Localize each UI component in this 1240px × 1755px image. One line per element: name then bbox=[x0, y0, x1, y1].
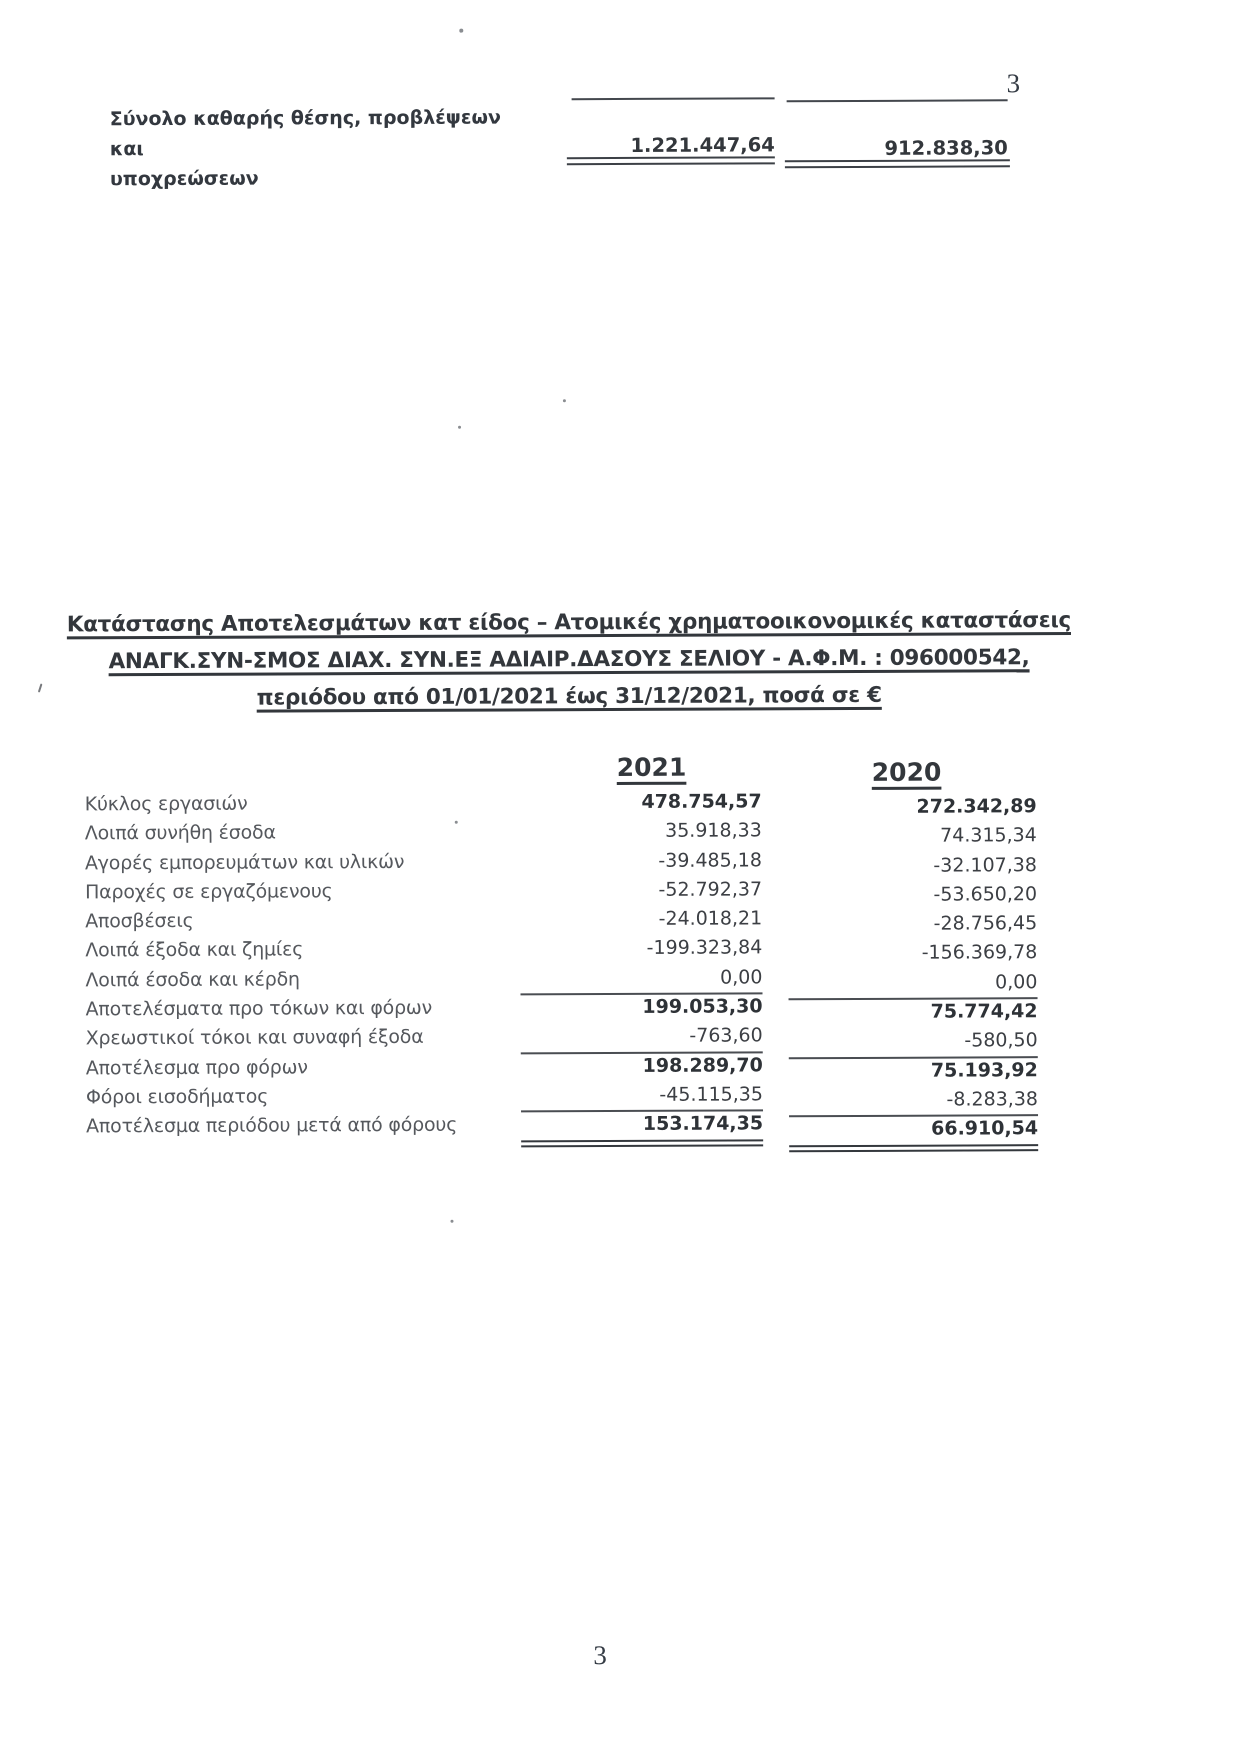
row-label: Λοιπά έξοδα και ζημίες bbox=[85, 938, 304, 962]
row-value-2020: -8.283,38 bbox=[789, 1085, 1038, 1117]
row-value-2021: 153.174,35 bbox=[521, 1110, 763, 1147]
table-row bbox=[85, 786, 1037, 819]
scan-speck bbox=[458, 426, 461, 429]
rule-above-total-2021 bbox=[572, 97, 775, 100]
row-value-2021: -763,60 bbox=[521, 1022, 763, 1054]
total-value-2020: 912.838,30 bbox=[884, 136, 1008, 160]
row-value-2020: -53.650,20 bbox=[933, 883, 1038, 906]
row-value-2020: -580,50 bbox=[789, 1027, 1038, 1059]
row-label: Παροχές σε εργαζόμενους bbox=[85, 880, 333, 904]
row-value-2021: -39.485,18 bbox=[658, 848, 762, 872]
totals-label bbox=[110, 102, 530, 194]
row-label: Αποτελέσματα προ τόκων και φόρων bbox=[85, 996, 433, 1021]
rule-above-total-2020 bbox=[787, 99, 1008, 102]
statement-title-line3: περιόδου από 01/01/2021 έως 31/12/2021, ποσά σε € bbox=[256, 682, 882, 711]
row-value-2021: -24.018,21 bbox=[658, 907, 763, 931]
statement-title-line2: ΑΝΑΓΚ.ΣΥΝ-ΣΜΟΣ ΔΙΑΧ. ΣΥΝ.ΕΞ ΑΔΙΑΙΡ.ΔΑΣΟΥΣ ΣΕΛΙΟΥ - Α.Φ.Μ. : 096000542, bbox=[108, 645, 1030, 675]
statement-title-block bbox=[59, 608, 1079, 723]
row-value-2021: 199.053,30 bbox=[642, 995, 763, 1018]
scan-speck bbox=[450, 1220, 453, 1223]
scan-speck bbox=[563, 399, 566, 402]
column-header-2020: 2020 bbox=[871, 757, 942, 787]
row-label: Αποτέλεσμα προ φόρων bbox=[85, 1056, 308, 1080]
row-label: Χρεωστικοί τόκοι και συναφή έξοδα bbox=[85, 1026, 424, 1050]
row-value-2020: 75.774,42 bbox=[930, 1000, 1038, 1023]
income-statement-table bbox=[85, 786, 1039, 1142]
totals-label-line2: υποχρεώσεων bbox=[109, 167, 259, 191]
statement-title-line1: Κατάστασης Αποτελεσμάτων κατ είδος – Ατομικές χρηματοοικονομικές καταστάσεις bbox=[66, 608, 1072, 638]
row-label: Κύκλος εργασιών bbox=[84, 792, 248, 816]
row-value-2020: 272.342,89 bbox=[916, 795, 1037, 818]
row-value-2020: 75.193,92 bbox=[930, 1058, 1038, 1082]
row-value-2021: 35.918,33 bbox=[665, 819, 762, 843]
row-label: Λοιπά έσοδα και κέρδη bbox=[85, 968, 300, 992]
row-value-2020: 66.910,54 bbox=[789, 1114, 1038, 1151]
row-label: Φόροι εισοδήματος bbox=[85, 1085, 269, 1109]
row-value-2021: -45.115,35 bbox=[521, 1080, 763, 1112]
row-value-2021: 478.754,57 bbox=[641, 790, 762, 813]
row-value-2020: 0,00 bbox=[788, 968, 1037, 1000]
row-value-2021: 198.289,70 bbox=[642, 1054, 763, 1077]
row-value-2020: -32.107,38 bbox=[933, 853, 1037, 877]
row-label: Αγορές εμπορευμάτων και υλικών bbox=[84, 850, 405, 874]
page-number-bottom: 3 bbox=[593, 1640, 607, 1671]
row-value-2021: 0,00 bbox=[520, 963, 762, 995]
scan-speck bbox=[38, 683, 43, 692]
row-label: Λοιπά συνήθη έσοδα bbox=[84, 821, 276, 845]
scan-speck bbox=[459, 29, 463, 33]
row-value-2021: -52.792,37 bbox=[658, 878, 763, 901]
totals-label-line1: Σύνολο καθαρής θέσης, προβλέψεων και bbox=[109, 106, 501, 161]
column-header-2021: 2021 bbox=[616, 752, 687, 783]
row-value-2020: 74.315,34 bbox=[940, 824, 1037, 847]
double-rule-total-2020 bbox=[785, 159, 1010, 168]
scan-speck bbox=[455, 821, 458, 824]
row-value-2021: -199.323,84 bbox=[646, 936, 763, 960]
double-rule-total-2021 bbox=[567, 156, 775, 165]
row-label: Αποσβέσεις bbox=[85, 910, 194, 933]
row-value-2020: -156.369,78 bbox=[921, 941, 1038, 965]
page-number-top: 3 bbox=[1006, 68, 1021, 99]
row-value-2020: -28.756,45 bbox=[933, 912, 1038, 935]
total-value-2021: 1.221.447,64 bbox=[630, 133, 775, 157]
row-label: Αποτέλεσμα περιόδου μετά από φόρους bbox=[86, 1113, 458, 1138]
